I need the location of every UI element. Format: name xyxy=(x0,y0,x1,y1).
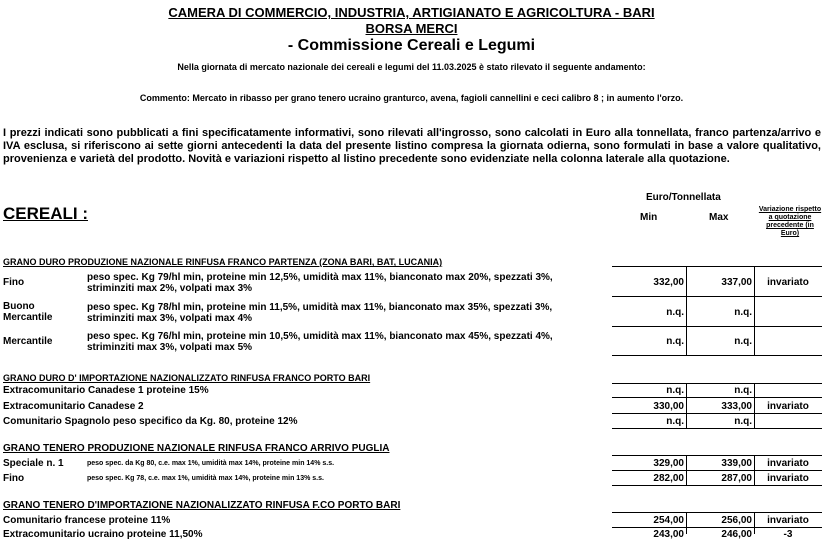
min-price: 243,00 xyxy=(653,529,684,540)
unit-label: Euro/Tonnellata xyxy=(646,192,721,203)
chamber-title: CAMERA DI COMMERCIO, INDUSTRIA, ARTIGIANATO E AGRICOLTURA - BARI xyxy=(168,5,655,20)
row-label: Extracomunitario ucraino proteine 11,50% xyxy=(3,529,203,540)
min-price: 282,00 xyxy=(653,473,684,484)
row-label: Fino xyxy=(3,277,25,288)
commission-title: - Commissione Cereali e Legumi xyxy=(287,37,536,54)
max-header: Max xyxy=(709,212,729,223)
min-price: n.q. xyxy=(666,385,684,396)
min-price: 329,00 xyxy=(653,458,684,469)
variation-value: invariato xyxy=(767,458,809,469)
max-price: 256,00 xyxy=(721,515,752,526)
row-label: Buono Mercantile xyxy=(3,301,53,323)
min-price: n.q. xyxy=(666,416,684,427)
category-title: CEREALI : xyxy=(3,204,88,223)
max-price: 337,00 xyxy=(721,277,752,288)
row-label: Speciale n. 1 xyxy=(3,458,64,469)
section-title-grano-duro-nazionale: GRANO DURO PRODUZIONE NAZIONALE RINFUSA FRANCO PARTENZA (ZONA BARI, BAT, LUCANIA) xyxy=(3,257,443,267)
row-description: peso spec. Kg 78/hl min, proteine min 11,5%, umidità max 11%, bianconato max 35%, spezzati 3%, striminziti max 3%, volpati max 4% xyxy=(87,302,553,324)
row-description: peso spec. Kg 78, c.e. max 1%, umidità max 14%, proteine min 13% s.s. xyxy=(87,475,324,482)
row-label: Comunitario francese proteine 11% xyxy=(3,515,171,526)
max-price: 246,00 xyxy=(721,529,752,540)
section-title-grano-tenero-nazionale: GRANO TENERO PRODUZIONE NAZIONALE RINFUSA FRANCO ARRIVO PUGLIA xyxy=(3,443,390,454)
section-title-grano-tenero-importazione: GRANO TENERO D'IMPORTAZIONE NAZIONALIZZATO RINFUSA F.CO PORTO BARI xyxy=(3,500,401,511)
row-label: Extracomunitario Canadese 1 proteine 15% xyxy=(3,385,209,396)
row-label: Mercantile xyxy=(3,336,53,347)
max-price: n.q. xyxy=(734,336,752,347)
borsa-merci-title: BORSA MERCI xyxy=(365,21,458,36)
row-label: Comunitario Spagnolo peso specifico da Kg. 80, proteine 12% xyxy=(3,416,298,427)
max-price: n.q. xyxy=(734,416,752,427)
variation-value: invariato xyxy=(767,277,809,288)
row-label: Extracomunitario Canadese 2 xyxy=(3,401,144,412)
max-price: n.q. xyxy=(734,385,752,396)
row-description: peso spec. da Kg 80, c.e. max 1%, umidità max 14%, proteine min 14% s.s. xyxy=(87,460,335,467)
variation-value: invariato xyxy=(767,401,809,412)
max-price: 333,00 xyxy=(721,401,752,412)
section-title-grano-duro-importazione: GRANO DURO D' IMPORTAZIONE NAZIONALIZZATO RINFUSA FRANCO PORTO BARI xyxy=(3,373,371,383)
max-price: 287,00 xyxy=(721,473,752,484)
row-description: peso spec. Kg 79/hl min, proteine min 12,5%, umidità max 11%, bianconato max 20%, spezzati 3%, striminziti max 2%, volpati max 3% xyxy=(87,272,553,294)
min-price: 254,00 xyxy=(653,515,684,526)
market-comment: Commento: Mercato in ribasso per grano tenero ucraino granturco, avena, fagioli cannellini e ceci calibro 8 ; in aumento l'orzo. xyxy=(139,93,684,103)
variation-value: -3 xyxy=(783,529,793,540)
max-price: 339,00 xyxy=(721,458,752,469)
intro-text: Nella giornata di mercato nazionale dei cereali e legumi del 11.03.2025 è stato rilevato il seguente andamento: xyxy=(177,62,646,72)
variation-value: invariato xyxy=(767,515,809,526)
variation-header: Variazione rispetto a quotazione precedente (in Euro) xyxy=(758,206,822,237)
row-description: peso spec. Kg 76/hl min, proteine min 10,5%, umidità max 11%, bianconato max 45%, spezzati 4%, striminziti max 3%, volpati max 5% xyxy=(87,331,553,353)
notice-paragraph: I prezzi indicati sono pubblicati a fini specificatamente informativi, sono rilevati all'ingrosso, sono calcolati in Euro alla tonnellata, franco partenza/arrivo e IVA esclusa, si riferiscono ai sette giorni antecedenti la data del presente listino compresa la giornata odierna, sono formulati in base a valore qualitativo, provenienza e varietà del prodotto. Novità e variazioni rispetto al listino precedente sono evidenziate nella colonna laterale alla quotazione. xyxy=(3,127,821,165)
min-header: Min xyxy=(640,212,658,223)
max-price: n.q. xyxy=(734,307,752,318)
min-price: n.q. xyxy=(666,336,684,347)
min-price: 332,00 xyxy=(653,277,684,288)
row-label: Fino xyxy=(3,473,25,484)
min-price: 330,00 xyxy=(653,401,684,412)
variation-value: invariato xyxy=(767,473,809,484)
min-price: n.q. xyxy=(666,307,684,318)
